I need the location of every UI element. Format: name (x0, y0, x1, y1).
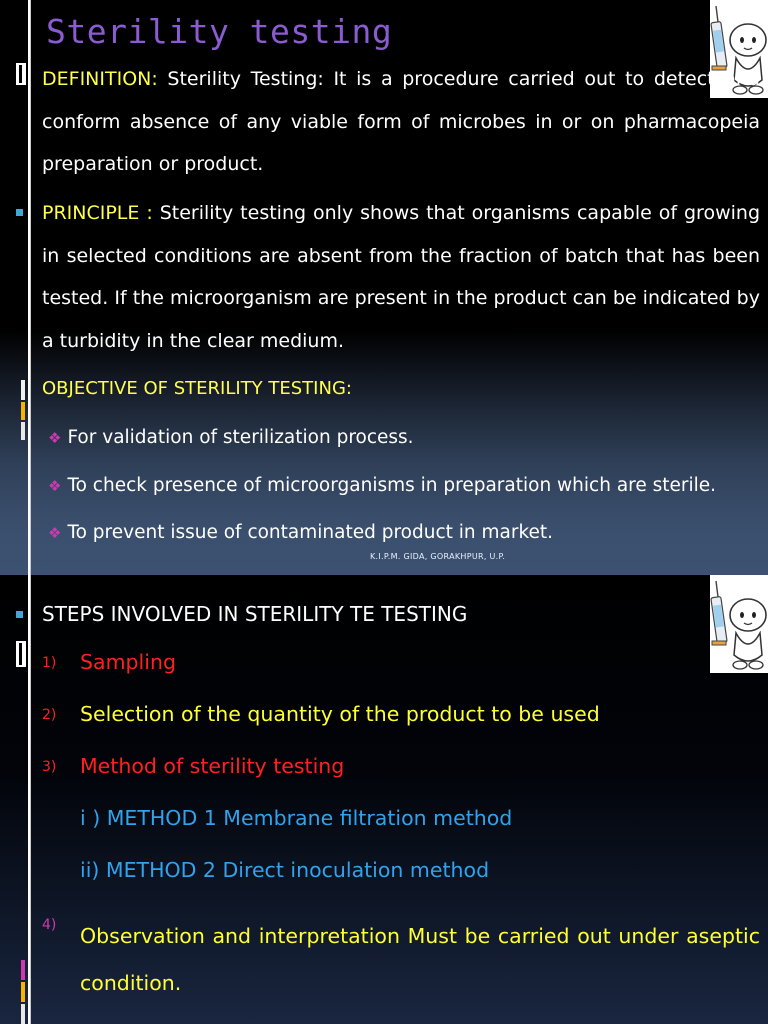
step-sampling: Sampling (80, 650, 176, 674)
definition-text: Sterility Testing: It is a procedure carried out to detect and conform absence of any viable form of microbes in or on pharmacopeia preparation or product. (42, 68, 760, 175)
left-marker (16, 641, 26, 667)
diamond-bullet-icon: ❖ (48, 524, 62, 542)
objective-item: ❖ To check presence of microorganisms in preparation which are sterile. (48, 475, 717, 496)
slide-left-rule-thin (30, 0, 31, 575)
objective-item: ❖ For validation of sterilization process. (48, 427, 414, 448)
slide-left-rule-thin (30, 575, 31, 1024)
definition-paragraph (42, 58, 760, 186)
principle-paragraph (42, 192, 760, 362)
slide-title: Sterility testing (46, 12, 393, 51)
syringe-mascot-icon (710, 575, 768, 673)
step-method: Method of sterility testing (80, 754, 345, 778)
diamond-bullet-icon: ❖ (48, 477, 62, 495)
method-direct-inoculation: ii) METHOD 2 Direct inoculation method (80, 858, 490, 882)
step-number: 1) (42, 655, 57, 671)
left-deco (21, 1004, 25, 1024)
step-number: 3) (42, 759, 57, 775)
left-deco (21, 960, 25, 980)
left-deco (21, 422, 25, 440)
step-observation: Observation and interpretation Must be carried out under aseptic condition. (80, 924, 760, 995)
left-deco (21, 402, 25, 420)
slide-footer: K.I.P.M. GIDA, GORAKHPUR, U.P. (370, 552, 506, 561)
objective-item: ❖ To prevent issue of contaminated product in market. (48, 522, 554, 543)
square-bullet-icon (16, 611, 23, 618)
step-quantity: Selection of the quantity of the product to be used (80, 702, 600, 726)
step-number: 4) (42, 917, 57, 933)
definition-label: DEFINITION: (42, 68, 158, 90)
method-membrane-filtration: i ) METHOD 1 Membrane filtration method (80, 806, 513, 830)
principle-text: Sterility testing only shows that organisms capable of growing in selected conditions are absent from the fraction of batch that has been tested. If the microorganism are present in the product can be indicated by a turbidity in the clear medium. (42, 202, 761, 352)
principle-label: PRINCIPLE : (42, 202, 153, 224)
objective-heading: OBJECTIVE OF STERILITY TESTING: (42, 378, 352, 399)
slide-steps (0, 575, 768, 1024)
square-bullet-icon (16, 209, 23, 216)
left-deco (21, 982, 25, 1002)
steps-heading: STEPS INVOLVED IN STERILITY TE TESTING (42, 602, 468, 626)
left-deco (21, 380, 25, 400)
left-marker (16, 63, 26, 85)
step-number: 2) (42, 707, 57, 723)
diamond-bullet-icon: ❖ (48, 429, 62, 447)
